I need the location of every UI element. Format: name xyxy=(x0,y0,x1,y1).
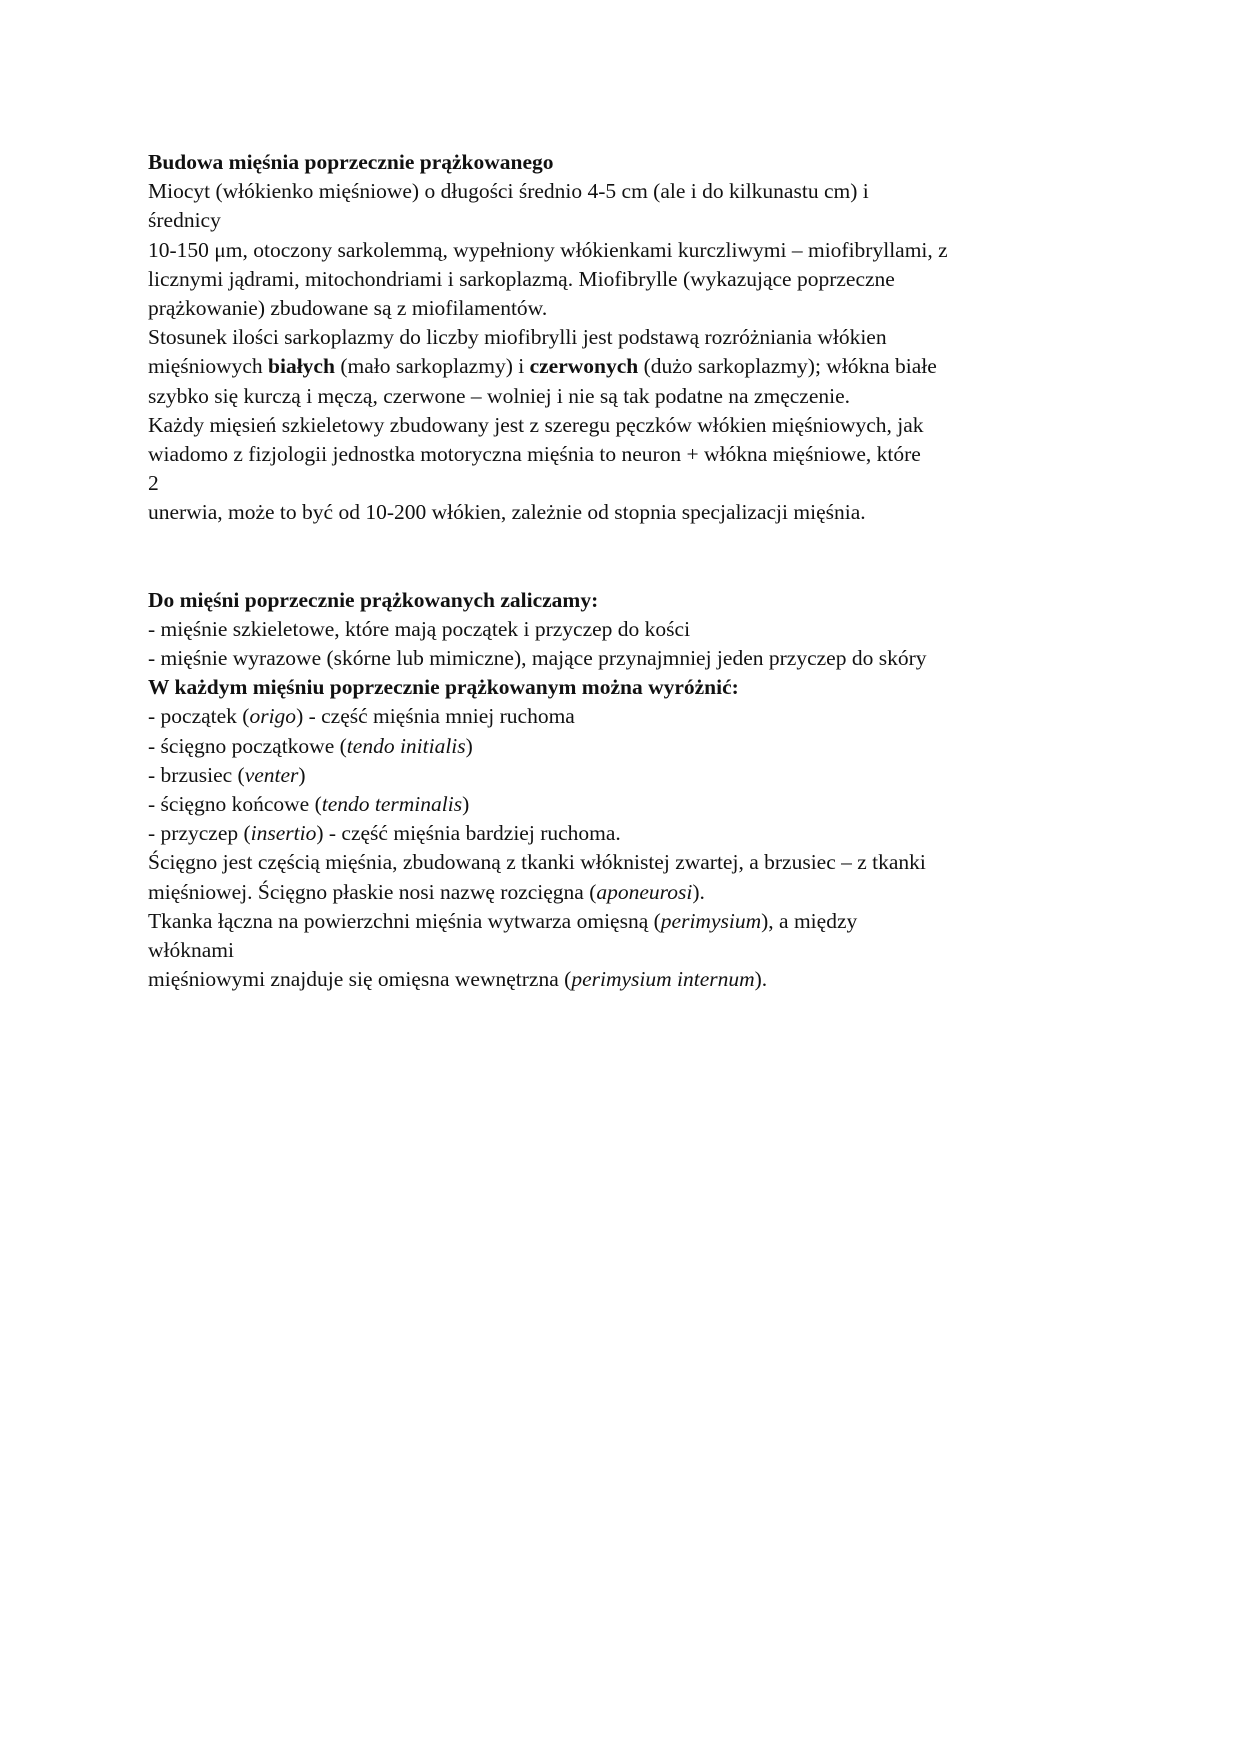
text-segment: ). xyxy=(754,967,768,992)
text-segment: - ścięgno końcowe ( xyxy=(148,792,322,817)
list-item: - mięśnie szkieletowe, które mają początek i przyczep do kości xyxy=(148,616,691,641)
text-line xyxy=(148,878,1108,907)
text-segment: mięśniowej. Ścięgno płaskie nosi nazwę rozcięgna ( xyxy=(148,879,597,904)
list-item-terminal-tendon xyxy=(148,790,1108,819)
list-item-origin xyxy=(148,702,1108,731)
text-segment: - brzusiec ( xyxy=(148,762,245,787)
text-segment: ) xyxy=(462,792,470,817)
section-title-muscle-structure: Budowa mięśnia poprzecznie prążkowanego xyxy=(148,150,554,174)
latin-term: aponeurosi xyxy=(596,879,693,904)
text-line: Ścięgno jest częścią mięśnia, zbudowaną z tkanki włóknistej zwartej, a brzusiec – z tkanki xyxy=(148,850,926,875)
text-segment: ) xyxy=(465,733,473,758)
text-line xyxy=(148,907,1108,936)
text-segment: - przyczep ( xyxy=(148,821,251,846)
document-body xyxy=(148,148,1108,994)
text-segment: (dużo sarkoplazmy); włókna białe xyxy=(638,354,937,379)
text-line: licznymi jądrami, mitochondriami i sarkoplazmą. Miofibrylle (wykazujące poprzeczne xyxy=(148,266,895,291)
latin-term: perimysium xyxy=(660,908,762,933)
bold-term-red: czerwonych xyxy=(529,354,639,379)
text-line xyxy=(148,965,1108,994)
text-segment: ) xyxy=(298,762,306,787)
list-item-insertion xyxy=(148,819,1108,848)
text-line: szybko się kurczą i męczą, czerwone – wolniej i nie są tak podatne na zmęczenie. xyxy=(148,383,851,408)
latin-term: tendo terminalis xyxy=(321,792,463,817)
text-line: wiadomo z fizjologii jednostka motoryczna mięśnia to neuron + włókna mięśniowe, które xyxy=(148,442,921,467)
spacer xyxy=(148,528,1108,586)
text-segment: Tkanka łączna na powierzchni mięśnia wytwarza omięsną ( xyxy=(148,908,661,933)
text-segment: mięśniowych xyxy=(148,354,269,379)
list-item: - mięśnie wyrazowe (skórne lub mimiczne), mające przynajmniej jeden przyczep do skóry xyxy=(148,646,927,671)
latin-term: perimysium internum xyxy=(571,967,755,992)
text-segment: ), a między xyxy=(761,908,858,933)
text-line: 10-150 μm, otoczony sarkolemmą, wypełniony włókienkami kurczliwymi – miofibryllami, z xyxy=(148,237,948,262)
bold-term-white: białych xyxy=(268,354,335,379)
list-item-initial-tendon xyxy=(148,732,1108,761)
latin-term: tendo initialis xyxy=(346,733,466,758)
text-segment: ). xyxy=(692,879,705,904)
latin-term: insertio xyxy=(250,821,317,846)
latin-term: origo xyxy=(249,704,297,729)
list-item-belly xyxy=(148,761,1108,790)
text-line: prążkowanie) zbudowane są z miofilamentów. xyxy=(148,296,548,321)
text-segment: mięśniowymi znajduje się omięsna wewnętrzna ( xyxy=(148,967,572,992)
text-line: Miocyt (włókienko mięśniowe) o długości średnio 4-5 cm (ale i do kilkunastu cm) i xyxy=(148,179,869,204)
text-line: włóknami xyxy=(148,938,234,963)
text-segment: (mało sarkoplazmy) i xyxy=(334,354,530,379)
text-segment: - początek ( xyxy=(148,704,250,729)
text-segment: ) - część mięśnia mniej ruchoma xyxy=(296,704,575,729)
text-segment: ) - część mięśnia bardziej ruchoma. xyxy=(316,821,621,846)
text-line: Każdy mięsień szkieletowy zbudowany jest z szeregu pęczków włókien mięśniowych, jak xyxy=(148,412,924,437)
section-subtitle-muscle-parts: W każdym mięśniu poprzecznie prążkowanym można wyróżnić: xyxy=(148,675,739,700)
text-line xyxy=(148,352,1108,381)
text-line: Stosunek ilości sarkoplazmy do liczby miofibrylli jest podstawą rozróżniania włókien xyxy=(148,325,887,350)
page-number-marker: 2 xyxy=(148,471,159,496)
text-segment: - ścięgno początkowe ( xyxy=(148,733,347,758)
latin-term: venter xyxy=(244,762,299,787)
text-line: średnicy xyxy=(148,208,221,233)
text-line: unerwia, może to być od 10-200 włókien, zależnie od stopnia specjalizacji mięśnia. xyxy=(148,500,866,525)
section-title-muscle-types: Do mięśni poprzecznie prążkowanych zaliczamy: xyxy=(148,587,599,612)
